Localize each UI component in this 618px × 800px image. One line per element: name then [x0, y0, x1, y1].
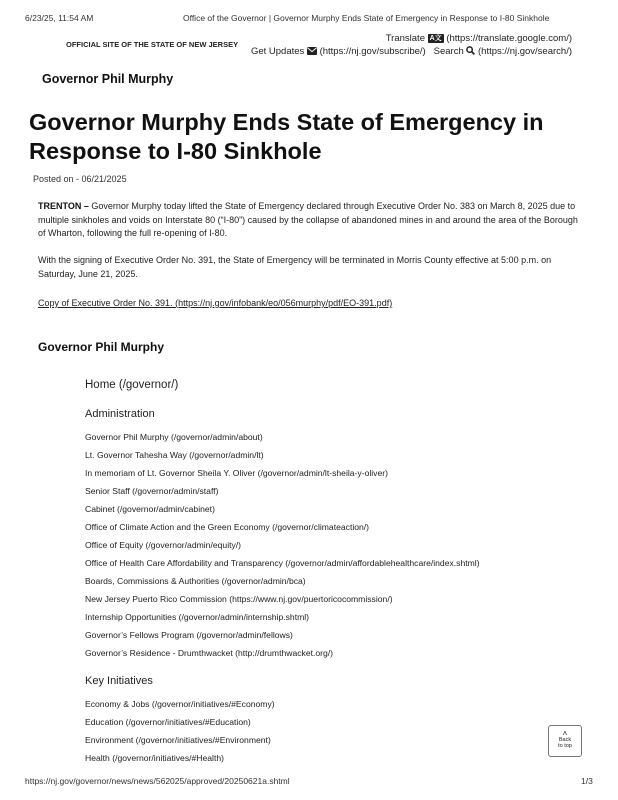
administration-heading[interactable]: Administration [85, 408, 155, 420]
print-page-number: 1/3 [581, 776, 593, 786]
article-paragraph-1 [38, 200, 583, 241]
search-label: Search [433, 46, 464, 57]
posted-date: Posted on - 06/21/2025 [33, 174, 127, 184]
get-updates-url: (https://nj.gov/subscribe/) [319, 46, 426, 57]
envelope-icon [307, 47, 317, 55]
page-title: Governor Murphy Ends State of Emergency in Response to I-80 Sinkhole [29, 109, 544, 164]
initiatives-nav-item[interactable]: Economy & Jobs (/governor/initiatives/#Economy) [85, 699, 275, 709]
chevron-up-icon: ˄ [562, 729, 568, 738]
admin-nav-item[interactable]: Office of Equity (/governor/admin/equity/) [85, 540, 242, 550]
print-footer-url: https://nj.gov/governor/news/news/562025/approved/20250621a.shtml [25, 776, 290, 786]
initiatives-nav-item[interactable]: Health (/governor/initiatives/#Health) [85, 753, 224, 763]
footer-governor-heading[interactable]: Governor Phil Murphy [38, 340, 165, 354]
initiatives-nav-item[interactable]: Education (/governor/initiatives/#Education) [85, 717, 251, 727]
admin-nav-item[interactable]: Office of Health Care Affordability and Transparency (/governor/admin/affordablehealthcare/index.shtml) [85, 558, 480, 568]
admin-nav-item[interactable]: In memoriam of Lt. Governor Sheila Y. Oliver (/governor/admin/lt-sheila-y-oliver) [85, 468, 388, 478]
governor-brand-link[interactable]: Governor Phil Murphy [42, 72, 174, 86]
get-updates-label: Get Updates [250, 46, 305, 57]
official-site-label: OFFICIAL SITE OF THE STATE OF NEW JERSEY [66, 40, 239, 49]
translate-url: (https://translate.google.com/) [446, 33, 572, 44]
initiatives-nav-item[interactable]: Environment (/governor/initiatives/#Environment) [85, 735, 271, 745]
admin-nav-item[interactable]: Lt. Governor Tahesha Way (/governor/admin/lt) [85, 450, 264, 460]
print-datetime: 6/23/25, 11:54 AM [25, 13, 94, 23]
get-updates-link[interactable] [251, 46, 428, 57]
executive-order-link[interactable]: Copy of Executive Order No. 391. (https://nj.gov/infobank/eo/056murphy/pdf/EO-391.pdf) [38, 298, 393, 308]
paragraph-1-text: Governor Murphy today lifted the State of Emergency declared through Executive Order No. 383 on March 8, 2025 due to multiple sinkholes and voids on Interstate 80 (“I-80”) caused by the collapse of abandoned mines in and around the area of the Borough of Wharton, following the full re-opening of I-80. [38, 201, 578, 239]
back-to-top-line2: to top [558, 743, 572, 749]
back-to-top-line1: Back [558, 737, 572, 743]
translate-icon: A文 [429, 35, 442, 42]
admin-nav-item[interactable]: Governor Phil Murphy (/governor/admin/about) [85, 432, 263, 442]
admin-nav-item[interactable]: New Jersey Puerto Rico Commission (https://www.nj.gov/puertoricocommission/) [85, 594, 393, 604]
translate-link[interactable] [386, 33, 572, 44]
translate-label: Translate [385, 33, 425, 44]
dateline: TRENTON – [38, 201, 89, 211]
utility-links [251, 46, 572, 57]
search-url: (https://nj.gov/search/) [478, 46, 572, 57]
admin-nav-item[interactable]: Governor’s Fellows Program (/governor/admin/fellows) [85, 630, 293, 640]
search-icon [466, 46, 475, 55]
admin-nav-item[interactable]: Internship Opportunities (/governor/admin/internship.shtml) [85, 612, 310, 622]
admin-nav-item[interactable]: Boards, Commissions & Authorities (/governor/admin/bca) [85, 576, 306, 586]
admin-nav-item[interactable]: Senior Staff (/governor/admin/staff) [85, 486, 219, 496]
admin-nav-item[interactable]: Office of Climate Action and the Green Economy (/governor/climateaction/) [85, 522, 370, 532]
print-doc-title: Office of the Governor | Governor Murphy Ends State of Emergency in Response to I-80 Sinkhole [183, 13, 550, 23]
key-initiatives-heading[interactable]: Key Initiatives [85, 675, 153, 687]
admin-nav-item[interactable]: Governor’s Residence - Drumthwacket (http://drumthwacket.org/) [85, 648, 334, 658]
admin-nav-item[interactable]: Cabinet (/governor/admin/cabinet) [85, 504, 215, 514]
article-paragraph-2: With the signing of Executive Order No. 391, the State of Emergency will be terminated in Morris County effective at 5:00 p.m. on Saturday, June 21, 2025. [38, 255, 552, 279]
back-to-top-button[interactable] [548, 725, 582, 757]
nav-home-link[interactable]: Home (/governor/) [85, 379, 179, 391]
search-link[interactable] [434, 46, 572, 57]
